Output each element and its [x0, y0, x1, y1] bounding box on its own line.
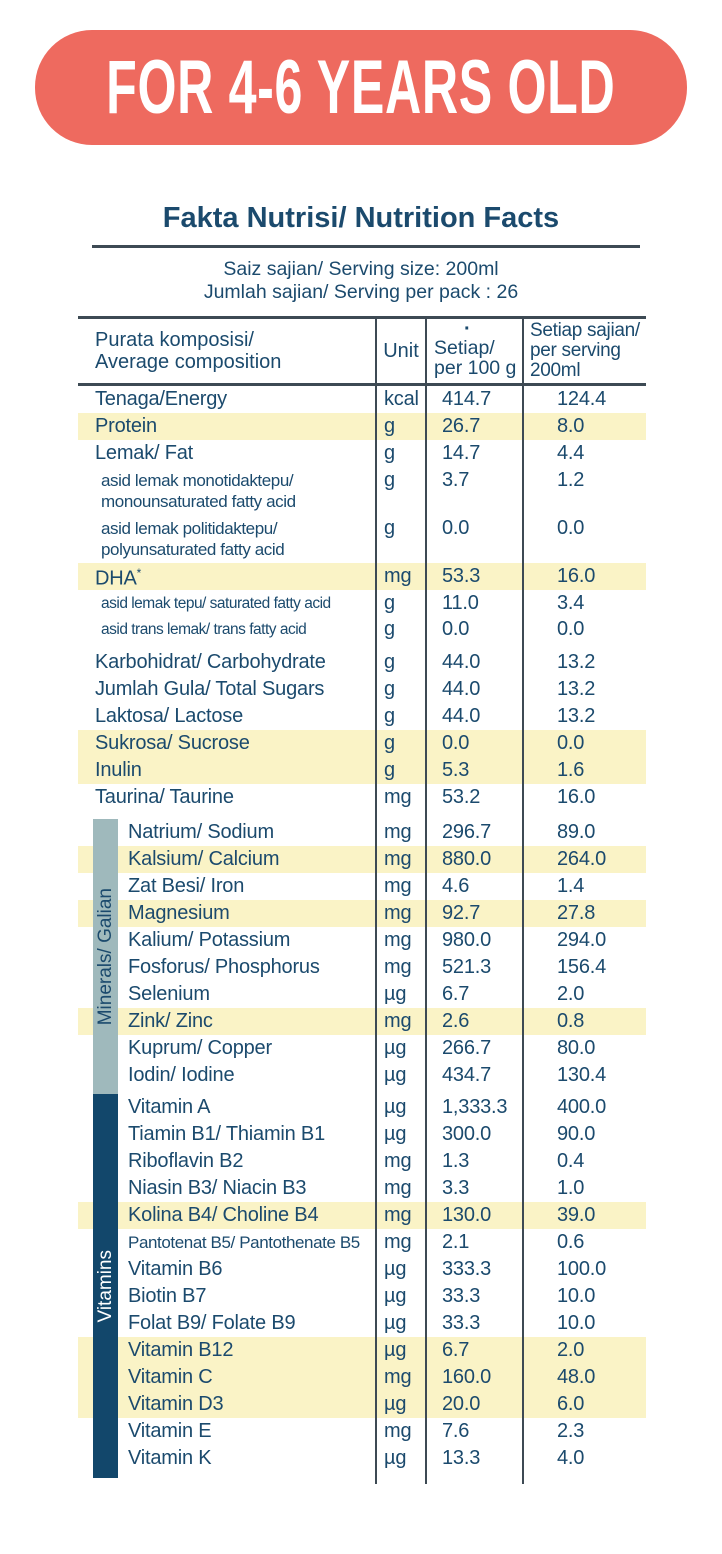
row-per-serving: 0.0: [522, 616, 646, 642]
row-name: Vitamin A: [128, 1096, 211, 1118]
row-per-100g: 44.0: [425, 703, 522, 730]
row-per-serving: 400.0: [522, 1094, 646, 1121]
row-per-100g: 6.7: [425, 981, 522, 1008]
serving-info: [40, 258, 682, 304]
row-name: DHA*: [95, 566, 142, 590]
row-unit: µg: [375, 1121, 425, 1148]
table-row: [78, 954, 646, 981]
row-unit: g: [375, 590, 425, 616]
row-name: Protein: [95, 415, 157, 437]
row-per-serving: 2.0: [522, 981, 646, 1008]
row-unit: [375, 642, 425, 649]
row-per-100g: 44.0: [425, 649, 522, 676]
row-per-100g: 2.1: [425, 1229, 522, 1256]
table-row: [78, 590, 646, 616]
table-row: [78, 1310, 646, 1337]
vitamins-section: [78, 1094, 646, 1484]
nutrition-table: [78, 316, 646, 1484]
row-unit: µg: [375, 1391, 425, 1418]
row-name: Niasin B3/ Niacin B3: [128, 1177, 307, 1199]
row-unit: mg: [375, 954, 425, 981]
row-unit: mg: [375, 1202, 425, 1229]
row-per-100g: 1.3: [425, 1148, 522, 1175]
row-name: Sukrosa/ Sucrose: [95, 732, 250, 754]
row-name: Lemak/ Fat: [95, 442, 194, 464]
row-unit: mg: [375, 1418, 425, 1445]
row-unit: µg: [375, 1062, 425, 1089]
row-name: Vitamin C: [128, 1366, 213, 1388]
table-row: [78, 676, 646, 703]
table-row: [78, 1202, 646, 1229]
row-per-100g: 0.0: [425, 616, 522, 642]
table-row: [78, 1094, 646, 1121]
row-per-100g: 300.0: [425, 1121, 522, 1148]
row-unit: µg: [375, 1283, 425, 1310]
row-per-serving: 16.0: [522, 784, 646, 811]
row-per-100g: 4.6: [425, 873, 522, 900]
row-name: Vitamin E: [128, 1420, 212, 1442]
row-per-serving: 156.4: [522, 954, 646, 981]
row-per-100g: 266.7: [425, 1035, 522, 1062]
row-per-100g: 160.0: [425, 1364, 522, 1391]
row-per-serving: 3.4: [522, 590, 646, 616]
row-per-serving: 27.8: [522, 900, 646, 927]
row-name: Tiamin B1/ Thiamin B1: [128, 1123, 325, 1145]
table-row: [78, 1008, 646, 1035]
table-row: [78, 1035, 646, 1062]
row-name: Vitamin B12: [128, 1339, 234, 1361]
table-row: [78, 467, 646, 515]
row-unit: g: [375, 616, 425, 642]
row-spacer: [78, 1472, 646, 1484]
header-composition: Purata komposisi/ Average composition: [95, 329, 282, 373]
row-unit: mg: [375, 873, 425, 900]
row-name: Natrium/ Sodium: [128, 821, 274, 843]
table-row: [78, 703, 646, 730]
row-name: asid lemak monotidaktepu/ monounsaturated fatty acid: [101, 471, 296, 511]
row-name: Zink/ Zinc: [128, 1010, 213, 1032]
row-per-100g: 7.6: [425, 1418, 522, 1445]
row-per-serving: 124.4: [522, 386, 646, 413]
row-name: asid lemak politidaktepu/ polyunsaturated fatty acid: [101, 519, 285, 559]
row-unit: mg: [375, 900, 425, 927]
row-name: Taurina/ Taurine: [95, 786, 234, 808]
row-unit: mg: [375, 1364, 425, 1391]
row-per-serving: 1.6: [522, 757, 646, 784]
row-per-100g: 13.3: [425, 1445, 522, 1472]
row-name: [78, 642, 375, 649]
row-per-100g: 1,333.3: [425, 1094, 522, 1121]
row-unit: µg: [375, 981, 425, 1008]
row-unit: g: [375, 703, 425, 730]
row-name: Selenium: [128, 983, 210, 1005]
table-row: [78, 1229, 646, 1256]
table-row: [78, 413, 646, 440]
table-row: [78, 649, 646, 676]
nutrition-facts-card: [40, 178, 682, 1512]
table-row: [78, 873, 646, 900]
nutrition-facts-title: Fakta Nutrisi/ Nutrition Facts: [162, 202, 560, 234]
row-unit: g: [375, 676, 425, 703]
header-per-serving: Setiap sajian/ per serving 200ml: [522, 319, 646, 383]
row-name: asid lemak tepu/ saturated fatty acid: [101, 594, 331, 612]
row-name: Inulin: [95, 759, 142, 781]
row-per-serving: 1.0: [522, 1175, 646, 1202]
row-name: [78, 811, 375, 819]
row-per-100g: 980.0: [425, 927, 522, 954]
row-unit: mg: [375, 1229, 425, 1256]
row-unit: g: [375, 440, 425, 467]
row-per-100g: 3.7: [425, 467, 522, 515]
row-per-serving: 2.3: [522, 1418, 646, 1445]
row-per-serving: 10.0: [522, 1310, 646, 1337]
row-unit: kcal: [375, 386, 425, 413]
row-name: Biotin B7: [128, 1285, 207, 1307]
row-unit: g: [375, 730, 425, 757]
row-unit: g: [375, 515, 425, 563]
vitamins-section-label: Vitamins: [94, 1249, 116, 1323]
table-row: [78, 900, 646, 927]
row-unit: µg: [375, 1035, 425, 1062]
row-per-serving: 13.2: [522, 676, 646, 703]
row-name: Kolina B4/ Choline B4: [128, 1204, 319, 1226]
row-per-serving: 80.0: [522, 1035, 646, 1062]
table-row: [78, 1364, 646, 1391]
row-unit: [375, 811, 425, 819]
row-per-100g: 434.7: [425, 1062, 522, 1089]
row-per-100g: 26.7: [425, 413, 522, 440]
row-per-serving: 4.4: [522, 440, 646, 467]
row-unit: µg: [375, 1310, 425, 1337]
row-per-serving: 0.8: [522, 1008, 646, 1035]
row-unit: mg: [375, 1008, 425, 1035]
table-body: [78, 386, 646, 1484]
row-per-serving: 130.4: [522, 1062, 646, 1089]
row-unit: g: [375, 413, 425, 440]
row-per-serving: 10.0: [522, 1283, 646, 1310]
row-per-serving: 0.6: [522, 1229, 646, 1256]
row-unit: g: [375, 649, 425, 676]
row-name: Riboflavin B2: [128, 1150, 244, 1172]
row-spacer: [78, 642, 646, 649]
header-dot: ·: [464, 318, 471, 340]
row-per-100g: 33.3: [425, 1310, 522, 1337]
table-row: [78, 1445, 646, 1472]
row-per-serving: 100.0: [522, 1256, 646, 1283]
row-per-100g: 53.3: [425, 563, 522, 590]
row-name: Kalium/ Potassium: [128, 929, 291, 951]
row-per-100g: 130.0: [425, 1202, 522, 1229]
row-per-100g: 33.3: [425, 1283, 522, 1310]
table-row: [78, 440, 646, 467]
row-per-100g: 92.7: [425, 900, 522, 927]
row-unit: µg: [375, 1337, 425, 1364]
table-row: [78, 1418, 646, 1445]
table-row: [78, 981, 646, 1008]
row-per-100g: 53.2: [425, 784, 522, 811]
table-row: [78, 819, 646, 846]
row-unit: mg: [375, 819, 425, 846]
row-per-100g: 44.0: [425, 676, 522, 703]
row-per-serving: 264.0: [522, 846, 646, 873]
row-name: Kuprum/ Copper: [128, 1037, 272, 1059]
minerals-section-label: Minerals/ Galian: [94, 887, 116, 1026]
row-per-100g: 14.7: [425, 440, 522, 467]
row-per-100g: 5.3: [425, 757, 522, 784]
row-per-serving: 8.0: [522, 413, 646, 440]
table-row: [78, 563, 646, 590]
header-per-100g: · Setiap/ per 100 g: [425, 319, 522, 383]
row-name: Tenaga/Energy: [95, 388, 227, 410]
row-per-100g: [425, 1472, 522, 1484]
row-name: Vitamin K: [128, 1447, 212, 1469]
row-unit: mg: [375, 846, 425, 873]
table-row: [78, 1337, 646, 1364]
row-per-serving: 1.2: [522, 467, 646, 515]
row-per-serving: 48.0: [522, 1364, 646, 1391]
age-banner: [35, 30, 687, 145]
table-row: [78, 1121, 646, 1148]
row-unit: mg: [375, 563, 425, 590]
row-name: Laktosa/ Lactose: [95, 705, 244, 727]
row-name: Jumlah Gula/ Total Sugars: [95, 678, 325, 700]
table-header-row: [78, 316, 646, 386]
table-row: [78, 1175, 646, 1202]
row-unit: µg: [375, 1445, 425, 1472]
row-unit: g: [375, 757, 425, 784]
row-per-serving: 0.4: [522, 1148, 646, 1175]
table-row: [78, 1148, 646, 1175]
row-per-serving: 0.0: [522, 515, 646, 563]
row-unit: µg: [375, 1094, 425, 1121]
row-per-serving: 13.2: [522, 703, 646, 730]
row-unit: mg: [375, 784, 425, 811]
serving-size-line: Saiz sajian/ Serving size: 200ml: [223, 258, 499, 280]
table-row: [78, 846, 646, 873]
row-per-100g: 521.3: [425, 954, 522, 981]
row-per-serving: 4.0: [522, 1445, 646, 1472]
age-banner-label: FOR 4-6 YEARS OLD: [106, 45, 616, 130]
row-per-serving: [522, 642, 646, 649]
row-per-serving: 0.0: [522, 730, 646, 757]
table-row: [78, 1283, 646, 1310]
row-per-serving: 1.4: [522, 873, 646, 900]
table-row: [78, 1391, 646, 1418]
row-name: Fosforus/ Phosphorus: [128, 956, 320, 978]
row-name: Pantotenat B5/ Pantothenate B5: [128, 1233, 360, 1252]
row-unit: mg: [375, 1175, 425, 1202]
row-per-100g: 20.0: [425, 1391, 522, 1418]
row-per-serving: [522, 811, 646, 819]
row-per-100g: 3.3: [425, 1175, 522, 1202]
row-per-serving: 13.2: [522, 649, 646, 676]
table-row: [78, 1062, 646, 1089]
row-per-100g: 880.0: [425, 846, 522, 873]
row-per-100g: 333.3: [425, 1256, 522, 1283]
row-per-100g: [425, 811, 522, 819]
table-row: [78, 730, 646, 757]
table-row: [78, 784, 646, 811]
table-row: [78, 616, 646, 642]
row-per-100g: 0.0: [425, 515, 522, 563]
row-per-100g: 2.6: [425, 1008, 522, 1035]
row-name: Zat Besi/ Iron: [128, 875, 245, 897]
minerals-section-bar: [93, 819, 118, 1094]
serving-pack-line: Jumlah sajian/ Serving per pack : 26: [203, 281, 519, 303]
minerals-section: [78, 819, 646, 1094]
row-unit: g: [375, 467, 425, 515]
vitamins-section-bar: [93, 1094, 118, 1478]
row-name: asid trans lemak/ trans fatty acid: [101, 620, 307, 638]
row-per-100g: 11.0: [425, 590, 522, 616]
row-name: Folat B9/ Folate B9: [128, 1312, 296, 1334]
row-per-serving: 16.0: [522, 563, 646, 590]
row-name: Magnesium: [128, 902, 230, 924]
row-per-100g: 6.7: [425, 1337, 522, 1364]
table-row: [78, 927, 646, 954]
table-row: [78, 515, 646, 563]
row-name: Iodin/ Iodine: [128, 1064, 235, 1086]
row-per-serving: 2.0: [522, 1337, 646, 1364]
row-name: Karbohidrat/ Carbohydrate: [95, 651, 326, 673]
row-per-100g: 296.7: [425, 819, 522, 846]
row-unit: mg: [375, 1148, 425, 1175]
row-per-100g: [425, 642, 522, 649]
row-unit: [375, 1472, 425, 1484]
row-name: Kalsium/ Calcium: [128, 848, 280, 870]
title-rule: [92, 245, 640, 248]
row-per-serving: [522, 1472, 646, 1484]
row-per-serving: 39.0: [522, 1202, 646, 1229]
table-row: [78, 386, 646, 413]
row-unit: mg: [375, 927, 425, 954]
row-unit: µg: [375, 1256, 425, 1283]
row-per-serving: 6.0: [522, 1391, 646, 1418]
row-per-serving: 90.0: [522, 1121, 646, 1148]
row-per-serving: 294.0: [522, 927, 646, 954]
table-row: [78, 757, 646, 784]
row-per-100g: 414.7: [425, 386, 522, 413]
table-row: [78, 1256, 646, 1283]
row-name: Vitamin D3: [128, 1393, 224, 1415]
row-name: Vitamin B6: [128, 1258, 223, 1280]
row-spacer: [78, 811, 646, 819]
row-name: [78, 1472, 375, 1484]
row-per-serving: 89.0: [522, 819, 646, 846]
header-unit: Unit: [375, 319, 425, 383]
row-per-100g: 0.0: [425, 730, 522, 757]
